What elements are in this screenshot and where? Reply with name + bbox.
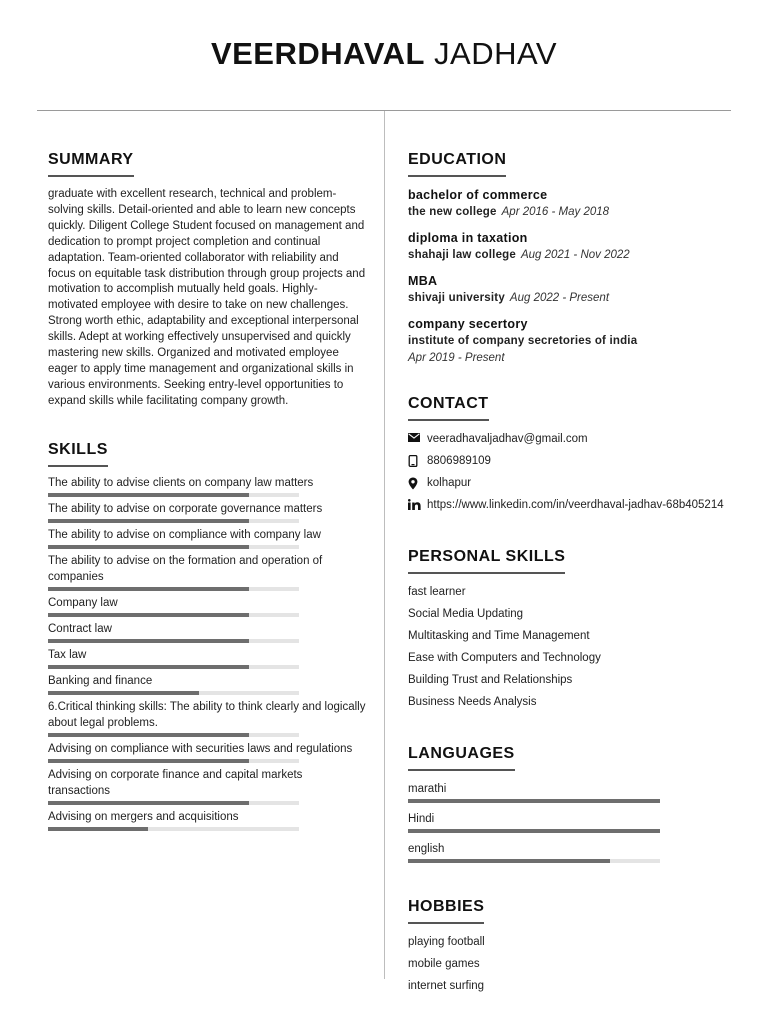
contact-text: 8806989109 bbox=[427, 455, 491, 467]
skill-level-bar-fill bbox=[48, 639, 249, 643]
hobbies-list bbox=[408, 934, 738, 994]
personal-skill-item: fast learner bbox=[408, 586, 466, 598]
last-name: JADHAV bbox=[434, 36, 558, 71]
phone-icon bbox=[408, 453, 427, 467]
skill-label: The ability to advise on the formation and operation of companies bbox=[48, 554, 323, 583]
skill-item bbox=[48, 767, 366, 805]
personal-skill-item: Ease with Computers and Technology bbox=[408, 652, 601, 664]
education-school: shahaji law college bbox=[408, 249, 516, 261]
contact-item bbox=[408, 497, 738, 513]
hobby-item: playing football bbox=[408, 936, 485, 948]
education-degree: MBA bbox=[408, 274, 438, 288]
languages-heading: LANGUAGES bbox=[408, 744, 515, 771]
skill-level-bar bbox=[48, 759, 299, 763]
skill-level-bar-fill bbox=[48, 759, 249, 763]
education-line bbox=[408, 333, 738, 350]
language-label: Hindi bbox=[408, 813, 435, 825]
skill-item bbox=[48, 475, 366, 497]
education-dates: Aug 2021 - Nov 2022 bbox=[520, 249, 630, 261]
skill-level-bar bbox=[48, 613, 299, 617]
summary-heading: SUMMARY bbox=[48, 150, 134, 177]
contact-text[interactable]: https://www.linkedin.com/in/veerdhaval-jadhav-68b405214 bbox=[427, 499, 724, 511]
skill-label: The ability to advise on corporate governance matters bbox=[48, 502, 323, 515]
education-dates: Apr 2016 - May 2018 bbox=[501, 206, 610, 218]
personal-skills-heading: PERSONAL SKILLS bbox=[408, 547, 565, 574]
personal-skill-item: Multitasking and Time Management bbox=[408, 630, 590, 642]
skill-item bbox=[48, 501, 366, 523]
education-item bbox=[408, 273, 738, 307]
education-list bbox=[408, 187, 738, 367]
skill-label: Company law bbox=[48, 596, 118, 609]
location-pin-icon bbox=[408, 475, 427, 490]
education-school: the new college bbox=[408, 206, 497, 218]
language-label: marathi bbox=[408, 783, 447, 795]
language-item bbox=[408, 811, 738, 833]
contact-text[interactable]: veeradhavaljadhav@gmail.com bbox=[427, 433, 588, 445]
linkedin-icon bbox=[408, 497, 427, 510]
skill-item bbox=[48, 595, 366, 617]
skill-level-bar-fill bbox=[48, 587, 249, 591]
skill-item bbox=[48, 809, 366, 831]
language-label: english bbox=[408, 843, 445, 855]
skill-level-bar-fill bbox=[48, 733, 249, 737]
education-line bbox=[408, 290, 738, 307]
education-line bbox=[408, 204, 738, 221]
skill-level-bar-fill bbox=[48, 519, 249, 523]
education-degree: bachelor of commerce bbox=[408, 188, 548, 202]
language-item bbox=[408, 781, 738, 803]
personal-skill-item: Business Needs Analysis bbox=[408, 696, 537, 708]
skill-level-bar bbox=[48, 587, 299, 591]
skill-item bbox=[48, 673, 366, 695]
education-item bbox=[408, 187, 738, 221]
language-level-bar-fill bbox=[408, 799, 660, 803]
skill-item bbox=[48, 647, 366, 669]
skill-level-bar bbox=[48, 733, 299, 737]
skill-item bbox=[48, 527, 366, 549]
skill-label: Contract law bbox=[48, 622, 112, 635]
language-level-bar bbox=[408, 859, 660, 863]
personal-skills-list bbox=[408, 584, 738, 710]
education-heading: EDUCATION bbox=[408, 150, 506, 177]
skill-level-bar-fill bbox=[48, 801, 249, 805]
skill-label: Advising on corporate finance and capital markets transactions bbox=[48, 768, 303, 797]
personal-skill-item: Building Trust and Relationships bbox=[408, 674, 573, 686]
hobby-item: internet surfing bbox=[408, 980, 485, 992]
skill-level-bar-fill bbox=[48, 613, 249, 617]
skill-level-bar-fill bbox=[48, 691, 199, 695]
language-level-bar bbox=[408, 799, 660, 803]
hobby-item: mobile games bbox=[408, 958, 480, 970]
resume-name bbox=[0, 36, 768, 72]
skill-label: Advising on mergers and acquisitions bbox=[48, 810, 239, 823]
skill-level-bar bbox=[48, 493, 299, 497]
contact-list bbox=[408, 431, 738, 513]
education-dates: Aug 2022 - Present bbox=[509, 292, 610, 304]
education-dates: Apr 2019 - Present bbox=[408, 352, 505, 364]
skill-label: Advising on compliance with securities laws and regulations bbox=[48, 742, 353, 755]
contact-item bbox=[408, 475, 738, 491]
contact-item bbox=[408, 453, 738, 469]
languages-list bbox=[408, 781, 738, 863]
education-item bbox=[408, 230, 738, 264]
language-level-bar bbox=[408, 829, 660, 833]
skill-level-bar bbox=[48, 545, 299, 549]
skill-level-bar bbox=[48, 639, 299, 643]
skill-item bbox=[48, 553, 366, 591]
skill-level-bar bbox=[48, 691, 299, 695]
right-column bbox=[408, 150, 738, 1000]
left-column bbox=[48, 150, 366, 835]
skill-label: 6.Critical thinking skills: The ability to think clearly and logically about legal problems. bbox=[48, 700, 366, 729]
education-line bbox=[408, 247, 738, 264]
skills-heading: SKILLS bbox=[48, 440, 108, 467]
education-item bbox=[408, 316, 738, 367]
skill-label: Banking and finance bbox=[48, 674, 153, 687]
education-date-line bbox=[408, 350, 738, 367]
skill-level-bar bbox=[48, 519, 299, 523]
skill-level-bar-fill bbox=[48, 827, 148, 831]
language-level-bar-fill bbox=[408, 829, 660, 833]
summary-text: graduate with excellent research, technical and problem-solving skills. Detail-oriented and able to learn new concepts quickly. Diligent College Student focused on management and dedication to prompt project completion and continual adaptation. Team-oriented collaborator with reliability and focus on equitable task distribution through group projects and motivation to accomplish mutually held goals. Highly-motivated employee with desire to take on new challenges. Strong worth ethic, adaptability and exceptional interpersonal skills. Adept at working effectively unsupervised and quickly mastering new skills. Organized and motivated employee eager to apply time management and organizational skills in various environments. Seeking entry-level opportunities to expand skills while facilitating company growth. bbox=[48, 188, 366, 407]
skill-level-bar-fill bbox=[48, 493, 249, 497]
personal-skill-item: Social Media Updating bbox=[408, 608, 524, 620]
skill-item bbox=[48, 699, 366, 737]
skill-level-bar-fill bbox=[48, 665, 249, 669]
contact-text: kolhapur bbox=[427, 477, 472, 489]
education-degree: diploma in taxation bbox=[408, 231, 528, 245]
email-icon bbox=[408, 431, 427, 442]
skill-level-bar bbox=[48, 801, 299, 805]
skill-level-bar bbox=[48, 827, 299, 831]
skill-label: Tax law bbox=[48, 648, 87, 661]
hobbies-heading: HOBBIES bbox=[408, 897, 484, 924]
skill-label: The ability to advise on compliance with company law bbox=[48, 528, 321, 541]
skills-list bbox=[48, 475, 366, 831]
contact-item bbox=[408, 431, 738, 447]
skill-label: The ability to advise clients on company law matters bbox=[48, 476, 314, 489]
first-name: VEERDHAVAL bbox=[210, 36, 425, 71]
education-degree: company secertory bbox=[408, 317, 528, 331]
language-level-bar-fill bbox=[408, 859, 610, 863]
education-school: shivaji university bbox=[408, 292, 505, 304]
contact-heading: CONTACT bbox=[408, 394, 489, 421]
language-item bbox=[408, 841, 738, 863]
skill-level-bar-fill bbox=[48, 545, 249, 549]
education-school: institute of company secretories of india bbox=[408, 335, 638, 347]
column-divider bbox=[384, 111, 385, 979]
skill-item bbox=[48, 741, 366, 763]
skill-item bbox=[48, 621, 366, 643]
skill-level-bar bbox=[48, 665, 299, 669]
